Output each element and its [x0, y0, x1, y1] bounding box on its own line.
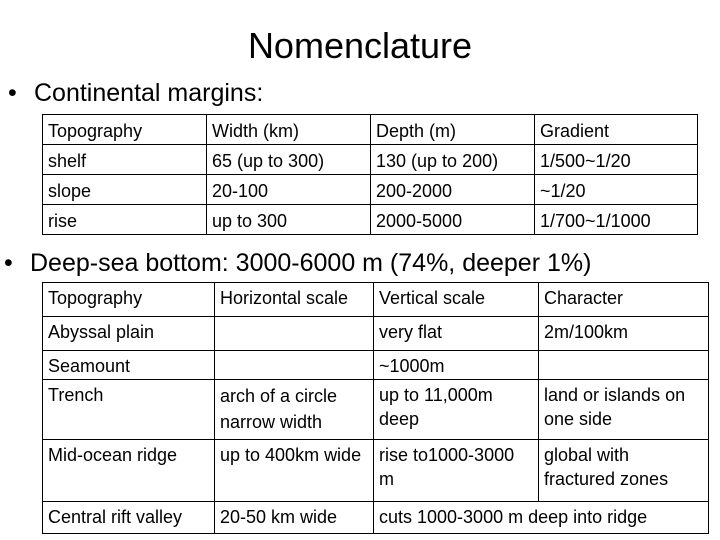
header-cell: Topography — [43, 283, 215, 317]
table-row-central-rift-valley — [43, 502, 709, 534]
bullet-text: Continental margins: — [34, 79, 264, 107]
table-cell: land or islands on one side — [539, 380, 709, 440]
table-cell: 2000-5000 — [371, 205, 535, 235]
table-cell: 65 (up to 300) — [207, 145, 371, 175]
table-cell: Mid-ocean ridge — [43, 440, 215, 502]
header-cell: Width (km) — [207, 115, 371, 145]
bullet-continental-margins — [8, 78, 263, 108]
table-cell: rise to1000-3000 m — [374, 440, 539, 502]
bullet-deep-sea-bottom — [4, 248, 591, 278]
header-cell: Gradient — [535, 115, 698, 145]
bullet-dot: • — [4, 249, 13, 277]
header-cell: Topography — [43, 115, 207, 145]
table-cell: cuts 1000-3000 m deep into ridge — [374, 502, 709, 534]
table-cell: 20-100 — [207, 175, 371, 205]
table-cell — [215, 351, 374, 380]
table-row — [43, 175, 698, 205]
header-cell: Character — [539, 283, 709, 317]
table-row-trench — [43, 380, 709, 440]
deep-sea-bottom-table — [42, 282, 709, 534]
table-row-mid-ocean-ridge — [43, 440, 709, 502]
table-row-abyssal-plain — [43, 317, 709, 351]
header-cell: Horizontal scale — [215, 283, 374, 317]
table-cell: 200-2000 — [371, 175, 535, 205]
table-cell — [215, 380, 374, 440]
table-row — [43, 205, 698, 235]
cell-line: arch of a circle — [220, 386, 338, 406]
cell-line: narrow width — [220, 412, 323, 432]
table-cell: 1/500~1/20 — [535, 145, 698, 175]
bullet-dot: • — [8, 79, 17, 107]
table-cell: up to 400km wide — [215, 440, 374, 502]
table-header-row — [43, 115, 698, 145]
table-cell — [539, 351, 709, 380]
table-cell: global with fractured zones — [539, 440, 709, 502]
table-cell: Abyssal plain — [43, 317, 215, 351]
table-cell — [215, 317, 374, 351]
table-cell: ~1/20 — [535, 175, 698, 205]
table-cell: ~1000m — [374, 351, 539, 380]
table-cell: slope — [43, 175, 207, 205]
table-cell: 130 (up to 200) — [371, 145, 535, 175]
table-cell: Trench — [43, 380, 215, 440]
table-cell: 1/700~1/1000 — [535, 205, 698, 235]
bullet-text: Deep-sea bottom: 3000-6000 m (74%, deeper 1%) — [30, 249, 592, 277]
table-cell: Central rift valley — [43, 502, 215, 534]
slide-title: Nomenclature — [247, 25, 473, 66]
continental-margins-table — [42, 114, 698, 235]
table-row-seamount — [43, 351, 709, 380]
table-cell: 20-50 km wide — [215, 502, 374, 534]
table-row — [43, 145, 698, 175]
table-cell: up to 300 — [207, 205, 371, 235]
table-cell: very flat — [374, 317, 539, 351]
table-header-row — [43, 283, 709, 317]
table-cell: rise — [43, 205, 207, 235]
table-cell: 2m/100km — [539, 317, 709, 351]
table-cell: up to 11,000m deep — [374, 380, 539, 440]
table-cell: shelf — [43, 145, 207, 175]
header-cell: Depth (m) — [371, 115, 535, 145]
header-cell: Vertical scale — [374, 283, 539, 317]
table-cell: Seamount — [43, 351, 215, 380]
